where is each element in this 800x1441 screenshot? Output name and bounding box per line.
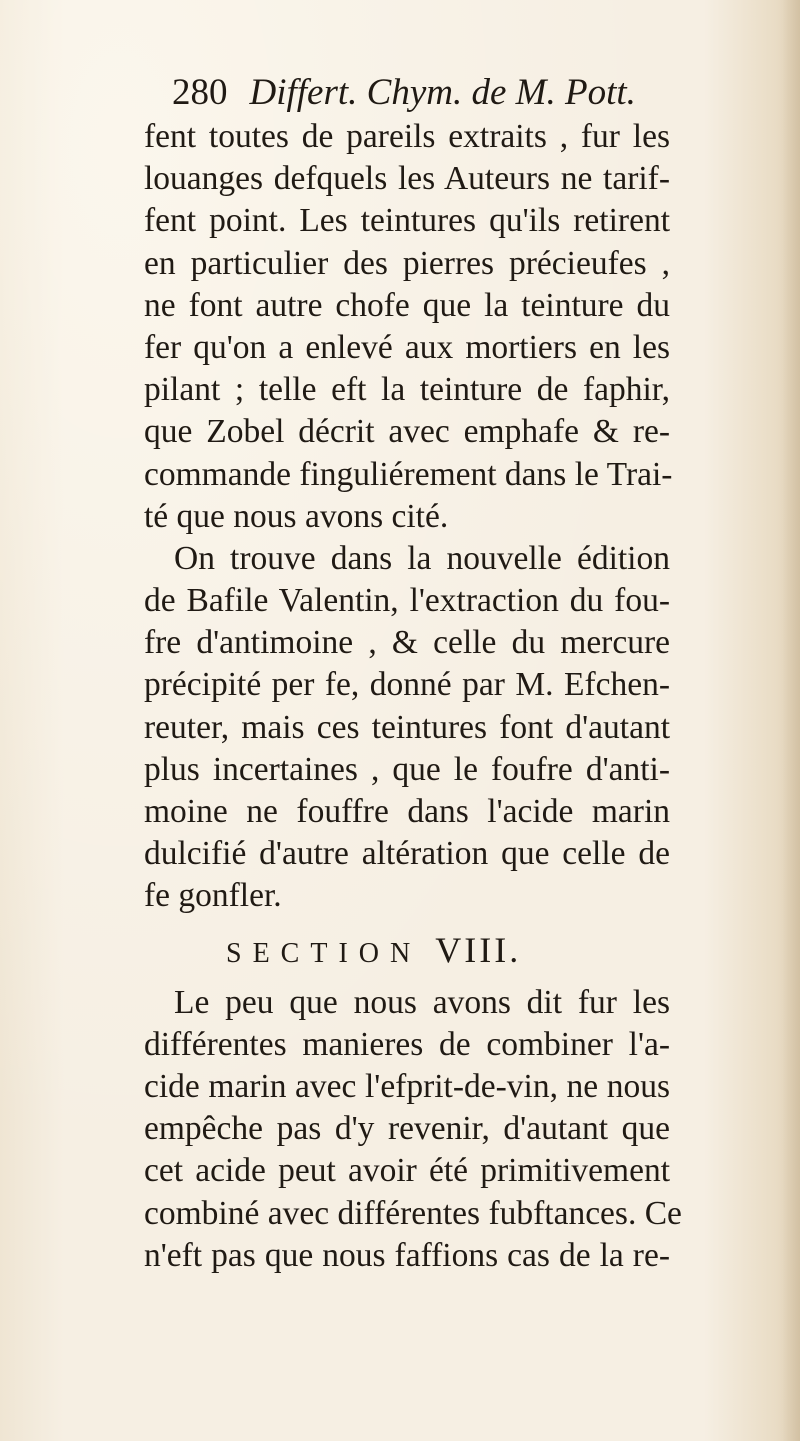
text-line: té que nous avons cité. <box>144 497 449 535</box>
running-title: Differt. Chym. de M. Pott. <box>249 72 636 113</box>
text-line: combiné avec différentes fubftances. Ce <box>144 1194 682 1232</box>
text-line: différentes manieres de combiner l'a- <box>144 1025 670 1063</box>
paragraph-3 <box>144 982 682 1277</box>
text-line: n'eft pas que nous faffions cas de la re- <box>144 1236 670 1274</box>
paragraph-2 <box>144 538 670 918</box>
text-line: fent point. Les teintures qu'ils retirent <box>144 202 670 240</box>
page-number: 280 <box>172 72 228 113</box>
text-line: On trouve dans la nouvelle édition <box>174 539 670 577</box>
text-line: que Zobel décrit avec emphafe & re- <box>144 413 670 451</box>
text-line: en particulier des pierres précieufes , <box>144 244 670 282</box>
text-line: cide marin avec l'efprit-de-vin, ne nous <box>144 1067 670 1105</box>
text-line: commande finguliérement dans le Trai- <box>144 455 673 493</box>
text-line: reuter, mais ces teintures font d'autant <box>144 708 670 746</box>
text-line: empêche pas d'y revenir, d'autant que <box>144 1110 670 1148</box>
text-line: pilant ; telle eft la teinture de faphir, <box>144 371 670 409</box>
text-line: fre d'antimoine , & celle du mercure <box>144 624 670 662</box>
text-line: ne font autre chofe que la teinture du <box>144 286 670 324</box>
section-label: SECTION <box>226 937 422 969</box>
text-line: louanges defquels les Auteurs ne tarif- <box>144 160 670 198</box>
text-line: dulcifié d'autre altération que celle de <box>144 835 670 873</box>
text-line: fent toutes de pareils extraits , fur les <box>144 118 670 155</box>
text-line: moine ne fouffre dans l'acide marin <box>144 793 670 830</box>
section-number: VIII. <box>435 929 522 970</box>
page-edge-shadow <box>782 0 800 1441</box>
text-line: Le peu que nous avons dit fur les <box>174 983 670 1021</box>
text-line: cet acide peut avoir été primitivement <box>144 1152 670 1190</box>
text-line: fer qu'on a enlevé aux mortiers en les <box>144 328 670 366</box>
paragraph-1 <box>144 116 673 538</box>
text-line: plus incertaines , que le foufre d'anti- <box>144 750 670 788</box>
text-line: de Bafile Valentin, l'extraction du fou- <box>144 582 670 620</box>
section-heading <box>144 918 670 982</box>
text-line: précipité per fe, donné par M. Efchen- <box>144 666 670 704</box>
text-block <box>144 116 682 1277</box>
text-line: fe gonfler. <box>144 877 282 915</box>
running-head <box>172 68 652 118</box>
